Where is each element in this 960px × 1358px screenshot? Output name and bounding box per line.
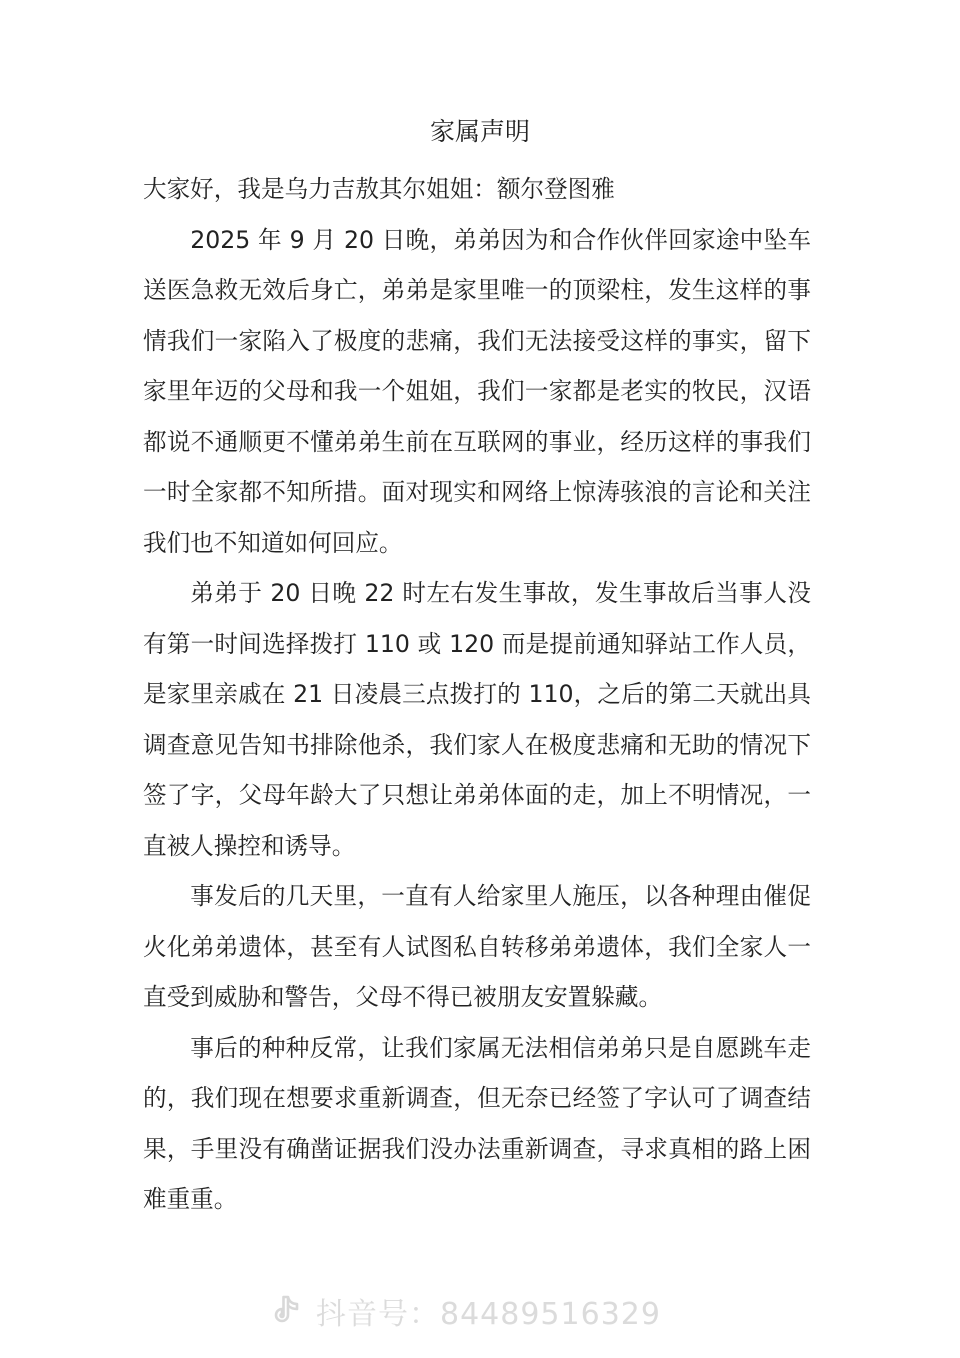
paragraph-4: 事后的种种反常，让我们家属无法相信弟弟只是自愿跳车走的，我们现在想要求重新调查，但无奈已经签了字认可了调查结果，手里没有确凿证据我们没办法重新调查，寻求真相的路上困难重重。 (143, 1033, 811, 1213)
greeting-line: 大家好，我是乌力吉敖其尔姐姐：额尔登图雅 (143, 175, 615, 203)
document-body (143, 164, 811, 1225)
watermark-text: 抖音号：84489516329 (316, 1297, 661, 1332)
page-title: 家属声明 (429, 117, 530, 146)
paragraph-3: 事发后的几天里，一直有人给家里人施压，以各种理由催促火化弟弟遗体，甚至有人试图私自转移弟弟遗体，我们全家人一直受到威胁和警告，父母不得已被朋友安置躲藏。 (143, 882, 811, 1011)
tiktok-logo-icon (268, 1293, 304, 1329)
paragraph-2: 弟弟于 20 日晚 22 时左右发生事故，发生事故后当事人没有第一时间选择拨打 110 或 120 而是提前通知驿站工作人员，是家里亲戚在 21 日凌晨三点拨打的 110，之后的第二天就出具调查意见告知书排除他杀，我们家人在极度悲痛和无助的情况下签了字，父母年龄大了只想让弟弟体面的走，加上不明情况，一直被人操控和诱导。 (143, 579, 811, 860)
watermark (268, 1286, 661, 1336)
paragraph-1: 2025 年 9 月 20 日晚，弟弟因为和合作伙伴回家途中坠车送医急救无效后身亡，弟弟是家里唯一的顶梁柱，发生这样的事情我们一家陷入了极度的悲痛，我们无法接受这样的事实，留下家里年迈的父母和我一个姐姐，我们一家都是老实的牧民，汉语都说不通顺更不懂弟弟生前在互联网的事业，经历这样的事我们一时全家都不知所措。面对现实和网络上惊涛骇浪的言论和关注我们也不知道如何回应。 (143, 225, 811, 557)
